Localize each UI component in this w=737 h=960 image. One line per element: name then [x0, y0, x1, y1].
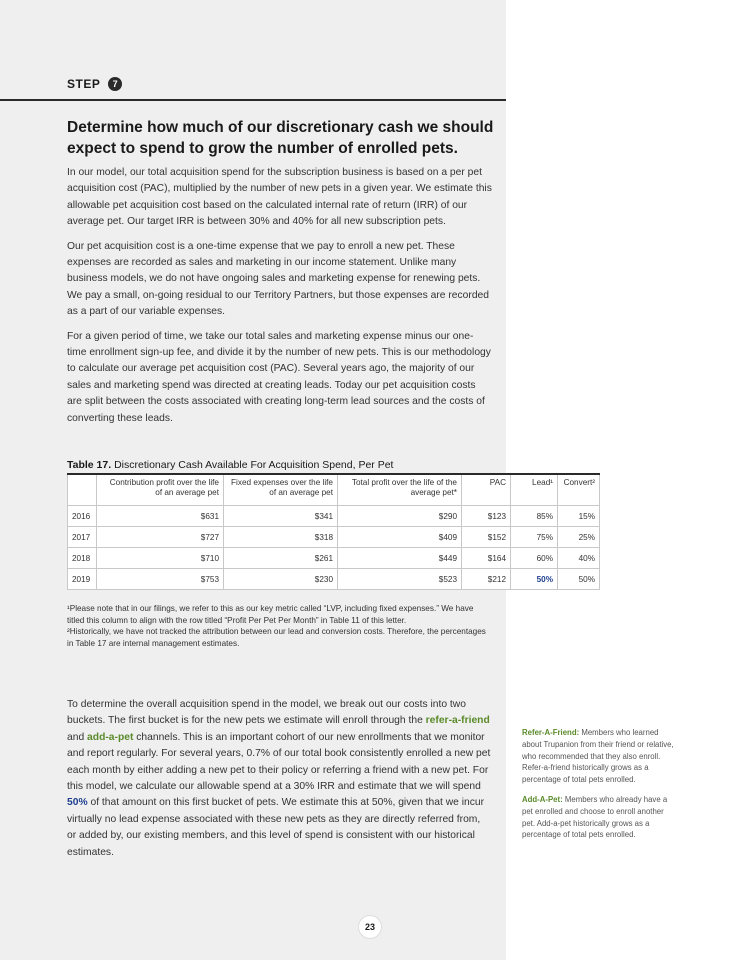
table-footnotes — [67, 603, 487, 649]
table-cell: $164 — [462, 548, 511, 569]
text-run: of that amount on this first bucket of pets. We estimate this at 50%, given that we incur virtually no lead expense associated with these new pets as they are directly referred from, or added by, our existing members, and this level of spend is consistent with our historical estimates. — [67, 797, 485, 858]
table-cell: $727 — [97, 527, 224, 548]
definition-text: Members who learned about Trupanion from their friend or relative, who recommended that they also enroll. Refer-a-friend historically grows as a percentage of total pets enrolled. — [522, 728, 674, 785]
table-caption-text: Discretionary Cash Available For Acquisition Spend, Per Pet — [111, 459, 394, 471]
table-cell: 15% — [558, 506, 600, 527]
acquisition-spend-table — [67, 473, 600, 590]
add-a-pet-term: add-a-pet — [87, 731, 134, 743]
header-cell — [68, 474, 97, 506]
table-cell: 85% — [511, 506, 558, 527]
table-row — [68, 569, 600, 590]
table-cell: 75% — [511, 527, 558, 548]
table-cell: $318 — [224, 527, 338, 548]
step-label: STEP — [67, 77, 101, 91]
header-cell: Convert² — [558, 474, 600, 506]
step-header — [67, 77, 122, 91]
definition-text: Members who already have a pet enrolled and choose to enroll another pet. Add-a-pet historically grows as a percentage of total pets enrolled. — [522, 794, 668, 840]
header-cell: Contribution profit over the life of an average pet — [97, 474, 224, 506]
highlighted-cell: 50% — [511, 569, 558, 590]
table-cell: 50% — [558, 569, 600, 590]
paragraph: In our model, our total acquisition spend for the subscription business is based on a per pet acquisition cost (PAC), multiplied by the number of new pets in a given year. We estimate this allowable pet acquisition cost based on the calculated internal rate of return (IRR) of our average pet. Our target IRR is between 30% and 40% for all new subscription pets. — [67, 167, 492, 228]
table-cell: $123 — [462, 506, 511, 527]
definition-term: Add-A-Pet: — [522, 794, 563, 804]
year-cell: 2018 — [68, 548, 97, 569]
table-caption — [67, 459, 393, 471]
table-cell: $212 — [462, 569, 511, 590]
table-cell: 40% — [558, 548, 600, 569]
header-cell: Fixed expenses over the life of an average pet — [224, 474, 338, 506]
acquisition-buckets-paragraph — [67, 697, 492, 861]
text-run: channels. This is an important cohort of our new enrollments that we monitor and report regularly. For several years, 0.7% of our total book consistently enrolled a new pet each month by either adding a new pet to their policy or referring a friend with a new pet. For this model, we calculate our allowable spend at a 30% IRR and estimate that we will spend — [67, 731, 491, 793]
table-caption-label: Table 17. — [67, 459, 112, 471]
text-run: To determine the overall acquisition spend in the model, we break out our costs into two buckets. The first bucket is for the new pets we estimate will enroll through the — [67, 699, 466, 727]
definitions-sidebar — [522, 727, 674, 849]
table-cell: $409 — [338, 527, 462, 548]
paragraph: Our pet acquisition cost is a one-time expense that we pay to enroll a new pet. These expenses are recorded as sales and marketing in our income statement. Unlike many business models, we do not have ongoing sales and marketing expense for renewing pets. We pay a small, on-going residual to our Territory Partners, but those expenses are recorded as a part of our variable expenses. — [67, 240, 490, 318]
header-cell: PAC — [462, 474, 511, 506]
footnote: ¹Please note that in our filings, we refer to this as our key metric called “LVP, including fixed expenses.” We have titled this column to align with the row titled “Profit Per Pet Per Month” in Table 11 of this letter. — [67, 604, 474, 625]
paragraph: For a given period of time, we take our total sales and marketing expense minus our one-time enrollment sign-up fee, and divide it by the number of new pets. This is our methodology to calculate our average pet acquisition cost (PAC). Several years ago, the majority of our sales and marketing spend was directed at creating leads. Today our pet acquisition costs are split between the costs associated with creating long-term lead sources and the costs of converting these leads. — [67, 330, 491, 424]
year-cell: 2017 — [68, 527, 97, 548]
page-number: 23 — [358, 915, 382, 939]
table-row — [68, 527, 600, 548]
footnote: ²Historically, we have not tracked the attribution between our lead and conversion costs. Therefore, the percentages in Table 17 are internal management estimates. — [67, 627, 486, 648]
section-title: Determine how much of our discretionary cash we should expect to spend to grow the number of enrolled pets. — [67, 119, 494, 157]
table-cell: $152 — [462, 527, 511, 548]
table-cell: $523 — [338, 569, 462, 590]
definition-term: Refer-A-Friend: — [522, 728, 580, 737]
spend-percentage-highlight: 50% — [67, 797, 88, 809]
table-cell: $631 — [97, 506, 224, 527]
definition-refer-a-friend — [522, 727, 674, 786]
table-row — [68, 506, 600, 527]
refer-a-friend-term: refer-a-friend — [425, 715, 490, 727]
year-cell: 2016 — [68, 506, 97, 527]
text-run: and — [67, 731, 88, 743]
table-cell: $753 — [97, 569, 224, 590]
header-divider — [0, 99, 506, 101]
step-number-badge: 7 — [108, 77, 122, 91]
table-cell: 60% — [511, 548, 558, 569]
header-cell: Total profit over the life of the average pet* — [338, 474, 462, 506]
table-cell: $710 — [97, 548, 224, 569]
year-cell: 2019 — [68, 569, 97, 590]
table-header-row — [68, 474, 600, 506]
table-row — [68, 548, 600, 569]
table-cell: $341 — [224, 506, 338, 527]
table-cell: $230 — [224, 569, 338, 590]
header-cell: Lead¹ — [511, 474, 558, 506]
definition-add-a-pet — [522, 794, 674, 841]
table-cell: 25% — [558, 527, 600, 548]
table-cell: $261 — [224, 548, 338, 569]
intro-body — [67, 165, 492, 435]
table-cell: $449 — [338, 548, 462, 569]
table-cell: $290 — [338, 506, 462, 527]
